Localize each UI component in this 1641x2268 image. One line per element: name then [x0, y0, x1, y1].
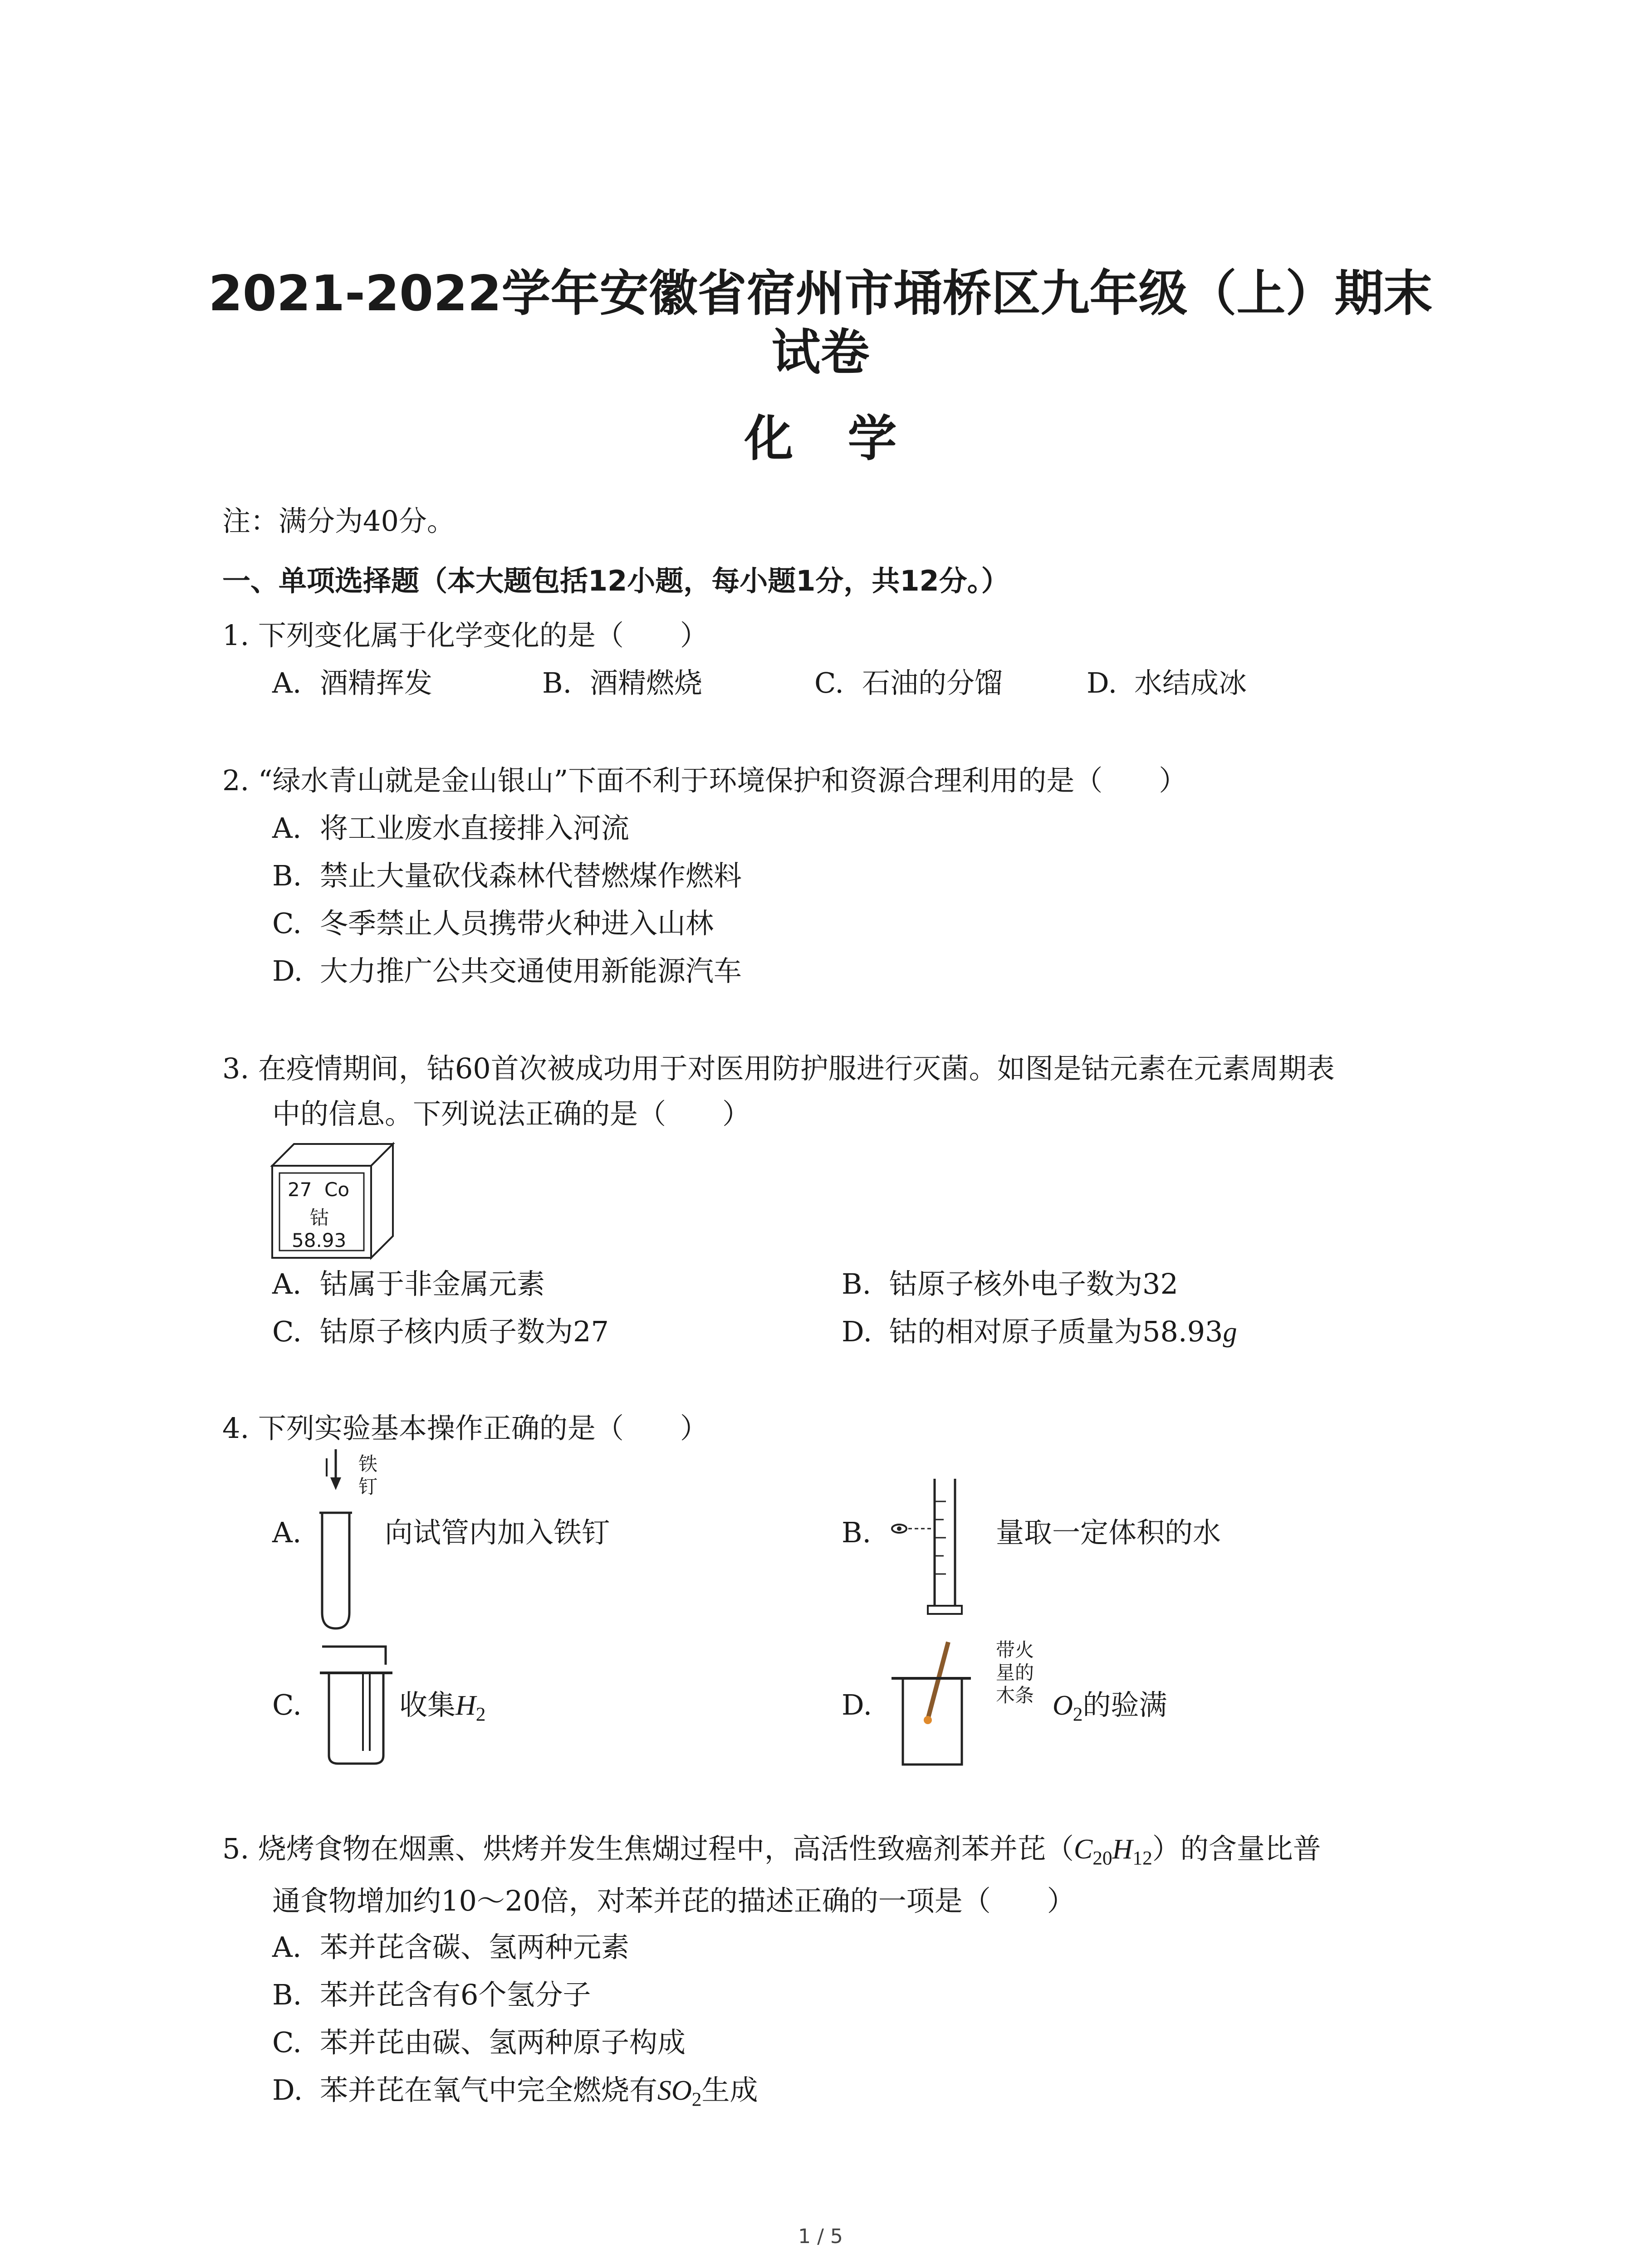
page-number: 1 / 5: [798, 2225, 843, 2248]
score-note: 注：满分为40分。: [222, 504, 455, 538]
oxygen-formula: $O_2$: [1053, 1690, 1083, 1725]
q3-option-c: [272, 1315, 609, 1348]
option-text: 钴属于非金属元素: [320, 1267, 545, 1300]
q1-option-b: [542, 666, 703, 699]
sulfur-dioxide-formula: $SO_2$: [657, 2075, 702, 2111]
option-text: 收集: [399, 1688, 456, 1721]
option-text: 禁止大量砍伐森林代替燃煤作燃料: [320, 859, 742, 892]
option-text: 钴的相对原子质量为58.93: [889, 1315, 1223, 1348]
option-letter: B.: [272, 859, 302, 892]
option-text: 钴原子核内质子数为27: [320, 1315, 609, 1348]
option-letter: C.: [272, 2026, 302, 2059]
q5-option-a: [272, 1931, 630, 1964]
q1-option-d: [1087, 666, 1247, 699]
fig-label-iron: 铁: [358, 1453, 378, 1475]
q4-option-b-text: 量取一定体积的水: [996, 1516, 1221, 1549]
question-3-stem-line1: 3. 在疫情期间，钴60首次被成功用于对医用防护服进行灭菌。如图是钴元素在元素周期表: [222, 1052, 1335, 1085]
q2-option-b: [272, 859, 742, 892]
question-1-stem: 1. 下列变化属于化学变化的是（ ）: [222, 619, 708, 652]
option-text: 苯并芘含碳、氢两种元素: [320, 1931, 630, 1964]
section-heading: 一、单项选择题（本大题包括12小题，每小题1分，共12分。）: [222, 564, 1009, 597]
q3-option-a: [272, 1267, 545, 1300]
q1-option-a: [272, 666, 433, 699]
option-letter: A.: [272, 1267, 302, 1300]
option-letter: D.: [1087, 666, 1117, 699]
q5-option-b: [272, 1978, 591, 2011]
q4-option-c-letter: C.: [272, 1688, 302, 1721]
option-text: 钴原子核外电子数为32: [889, 1267, 1178, 1300]
benzopyrene-formula: $C_{20}H_{12}$: [1073, 1834, 1152, 1869]
option-letter: C.: [814, 666, 844, 699]
fig-label-glowing: 带火: [996, 1639, 1034, 1661]
option-letter: A.: [272, 1931, 302, 1964]
option-text: 水结成冰: [1134, 666, 1247, 699]
q4-option-d-text: [1053, 1688, 1167, 1725]
option-text: 苯并芘在氧气中完全燃烧有: [320, 2073, 658, 2107]
option-letter: B.: [542, 666, 572, 699]
option-text: 苯并芘由碳、氢两种原子构成: [320, 2026, 686, 2059]
option-text: 将工业废水直接排入河流: [320, 811, 630, 845]
graduated-cylinder-figure: [889, 1474, 980, 1619]
subject-title: 化学: [744, 411, 951, 467]
option-letter: A.: [272, 811, 302, 845]
element-mass: 58.93: [292, 1229, 347, 1251]
q2-option-c: [272, 909, 714, 938]
option-letter: B.: [842, 1267, 872, 1300]
q4-option-c-text: [399, 1688, 486, 1725]
mass-unit: g: [1223, 1317, 1237, 1348]
option-letter: D.: [272, 954, 303, 987]
question-2-stem: 2. “绿水青山就是金山银山”下面不利于环境保护和资源合理利用的是（ ）: [222, 764, 1187, 797]
option-letter: D.: [272, 2073, 303, 2107]
q2-option-d: [272, 954, 742, 987]
option-text: 苯并芘含有6个氢分子: [320, 1978, 591, 2011]
element-name: 钴: [310, 1207, 329, 1229]
option-text: 冬季禁止人员携带火种进入山林: [320, 907, 714, 940]
option-letter: C.: [272, 1315, 302, 1348]
option-text: 酒精挥发: [320, 666, 433, 699]
question-5-stem-line2: 通食物增加约10～20倍，对苯并芘的描述正确的一项是（ ）: [272, 1884, 1075, 1917]
q4-option-a-text: 向试管内加入铁钉: [385, 1516, 610, 1549]
option-letter: A.: [272, 666, 302, 699]
exam-title-line2: 试卷: [771, 324, 870, 381]
question-4-stem: 4. 下列实验基本操作正确的是（ ）: [222, 1412, 708, 1445]
gas-collection-bottle-figure: [318, 1647, 399, 1769]
oxygen-test-figure: [889, 1633, 980, 1769]
question-5-stem-line1: 5. 烧烤食物在烟熏、烘烤并发生焦煳过程中，高活性致癌剂苯并芘$(C_{20}H_{12})$的含量比普: [222, 1832, 1321, 1869]
option-letter: B.: [272, 1978, 302, 2011]
element-symbol: Co: [324, 1178, 350, 1201]
option-text: 石油的分馏: [862, 666, 1003, 699]
exam-title-line1: 2021-2022学年安徽省宿州市埇桥区九年级（上）期末: [208, 265, 1433, 322]
q5-option-d: D. 苯并芘在氧气中完全燃烧有$SO_2$生成: [272, 2073, 758, 2111]
q5-option-c: [272, 2028, 686, 2057]
q3-option-b: [842, 1267, 1178, 1300]
fig-label-nail: 钉: [358, 1476, 378, 1498]
option-letter: C.: [272, 907, 302, 940]
q4-option-d-letter: D.: [842, 1688, 872, 1721]
q2-option-a: [272, 811, 630, 845]
option-letter: D.: [842, 1315, 872, 1348]
option-text: 的验满: [1083, 1688, 1167, 1721]
element-number: 27: [288, 1178, 312, 1201]
q4-option-a-letter: A.: [272, 1516, 302, 1549]
fig-label-of: 星的: [996, 1662, 1034, 1684]
question-3-stem-line2: 中的信息。下列说法正确的是（ ）: [272, 1097, 751, 1130]
fig-label-stick: 木条: [996, 1684, 1034, 1706]
q3-option-d: [842, 1315, 1237, 1348]
q1-option-c: [814, 666, 1003, 699]
option-text: 大力推广公共交通使用新能源汽车: [320, 954, 742, 987]
hydrogen-formula: $H_2$: [456, 1690, 486, 1725]
q4-option-b-letter: B.: [842, 1516, 872, 1549]
option-text: 酒精燃烧: [590, 666, 703, 699]
